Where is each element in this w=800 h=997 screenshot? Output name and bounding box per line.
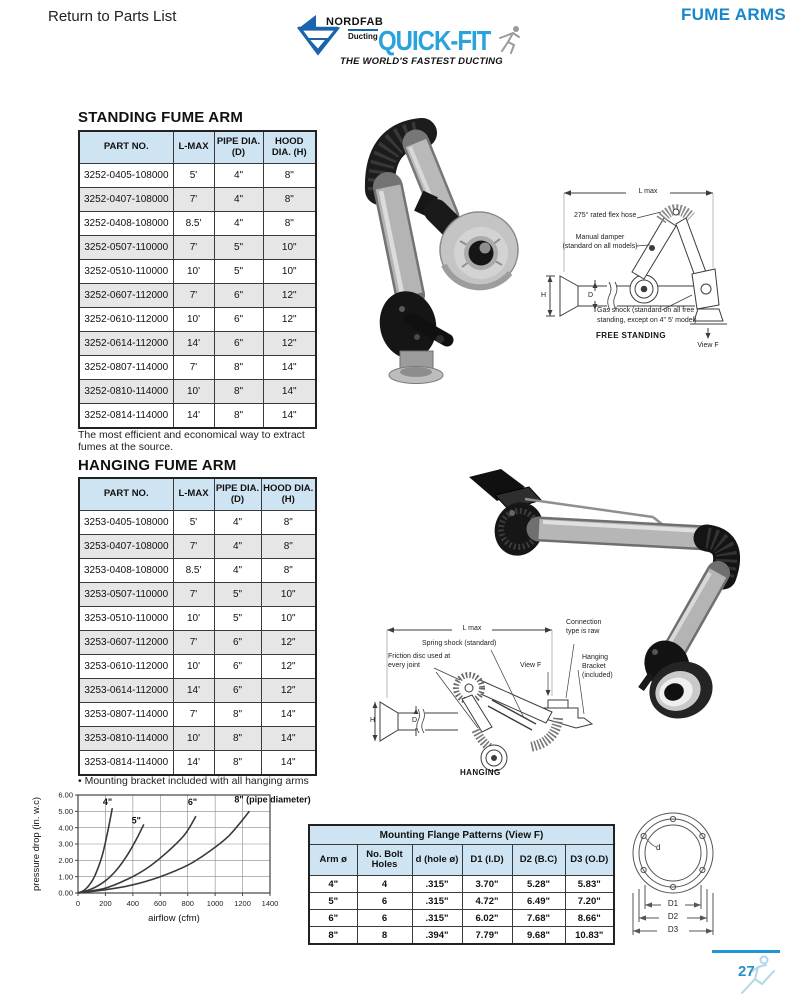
- table-cell: 8": [309, 927, 357, 945]
- damper-label: Manual damper: [575, 234, 625, 241]
- flange-diagram-lines: [630, 785, 795, 953]
- table-cell: 3252-0810-114000: [79, 380, 173, 404]
- column-header: PIPE DIA. (D): [214, 131, 263, 164]
- table-cell: 8": [263, 164, 316, 188]
- view-f-label: View F: [520, 662, 542, 669]
- table-cell: 10": [263, 236, 316, 260]
- table-cell: 3252-0407-108000: [79, 188, 173, 212]
- free-standing-caption: FREE STANDING: [596, 331, 666, 340]
- table-cell: 8.5': [173, 559, 214, 583]
- ducting-wordmark: Ducting: [348, 29, 378, 41]
- standing-section-heading: STANDING FUME ARM: [78, 109, 244, 126]
- l-max-label: L max: [626, 188, 670, 196]
- y-tick-label: 5.00: [58, 806, 73, 816]
- table-cell: 8.66": [565, 910, 614, 927]
- table-cell: 5': [173, 511, 214, 535]
- table-cell: 3253-0807-114000: [79, 703, 173, 727]
- logo-tagline: THE WORLD'S FASTEST DUCTING: [340, 56, 503, 67]
- x-tick-label: 1200: [234, 899, 251, 908]
- table-row: [79, 703, 316, 727]
- hanging-diagram: [372, 606, 650, 791]
- table-row: [79, 631, 316, 655]
- table-cell: 14": [263, 404, 316, 429]
- table-cell: 4": [214, 559, 261, 583]
- d-hole-label: d: [656, 843, 661, 852]
- connection-label-2: type is raw: [566, 628, 600, 635]
- table-cell: 7': [173, 284, 214, 308]
- y-tick-label: 6.00: [58, 790, 73, 800]
- standing-caption: The most efficient and economical way to extract fumes at the source.: [78, 429, 305, 454]
- table-cell: 6: [357, 910, 412, 927]
- table-cell: 14": [263, 356, 316, 380]
- table-cell: 8": [214, 356, 263, 380]
- table-cell: 14': [173, 751, 214, 776]
- table-cell: 4": [214, 535, 261, 559]
- page-title: FUME ARMS: [680, 5, 786, 24]
- table-cell: 9.68": [512, 927, 565, 945]
- table-cell: 6: [357, 893, 412, 910]
- table-cell: 6": [214, 631, 261, 655]
- curve-label: 8" (pipe diameter): [234, 794, 311, 805]
- table-cell: 7': [173, 703, 214, 727]
- table-row: [79, 260, 316, 284]
- table-cell: 10": [261, 583, 316, 607]
- gas-shock-label-2: standing, except on 4" 5' model): [597, 317, 697, 324]
- table-cell: 10.83": [565, 927, 614, 945]
- table-row: [79, 679, 316, 703]
- table-cell: 7': [173, 236, 214, 260]
- table-cell: .315": [412, 910, 462, 927]
- column-header: PART NO.: [79, 131, 173, 164]
- table-cell: 4.72": [462, 893, 512, 910]
- table-row: [79, 356, 316, 380]
- table-cell: 4": [214, 511, 261, 535]
- table-cell: 4": [214, 164, 263, 188]
- table-cell: 3253-0810-114000: [79, 727, 173, 751]
- table-cell: 3252-0614-112000: [79, 332, 173, 356]
- column-header: Arm ø: [309, 845, 357, 876]
- table-cell: 5": [214, 583, 261, 607]
- table-row: [79, 284, 316, 308]
- column-header: d (hole ø): [412, 845, 462, 876]
- table-cell: 3252-0807-114000: [79, 356, 173, 380]
- flange-diagram: [630, 785, 795, 953]
- table-cell: 8": [261, 559, 316, 583]
- table-cell: 5": [214, 260, 263, 284]
- d1-label: D1: [667, 899, 679, 908]
- curve-label: 5": [131, 815, 141, 826]
- table-cell: 4: [357, 876, 412, 893]
- h-dim-label: H: [541, 292, 547, 299]
- table-row: [79, 332, 316, 356]
- table-cell: 3253-0408-108000: [79, 559, 173, 583]
- table-cell: 6": [309, 910, 357, 927]
- table-cell: 3253-0407-108000: [79, 535, 173, 559]
- table-cell: 5": [214, 607, 261, 631]
- x-tick-label: 1000: [206, 899, 224, 908]
- table-row: [309, 910, 614, 927]
- hanging-bracket-label: Hanging: [582, 654, 609, 661]
- table-row: [79, 404, 316, 429]
- table-cell: 5": [214, 236, 263, 260]
- table-cell: 10": [263, 260, 316, 284]
- brand-logo: [296, 10, 526, 72]
- table-row: [309, 893, 614, 910]
- table-cell: 14': [173, 404, 214, 429]
- table-cell: 8": [263, 188, 316, 212]
- column-header: HOOD DIA. (H): [263, 131, 316, 164]
- y-axis-label: pressure drop (in. w.c): [31, 797, 42, 891]
- hanging-section-heading: HANGING FUME ARM: [78, 457, 237, 474]
- table-cell: 7.79": [462, 927, 512, 945]
- table-row: [79, 164, 316, 188]
- quickfit-wordmark: QUICK-FIT: [378, 26, 491, 58]
- table-cell: 3253-0405-108000: [79, 511, 173, 535]
- h-dim-label: H: [370, 717, 376, 724]
- table-cell: 3253-0510-110000: [79, 607, 173, 631]
- table-row: [79, 655, 316, 679]
- table-cell: 4": [214, 212, 263, 236]
- table-row: [79, 308, 316, 332]
- table-cell: 5.83": [565, 876, 614, 893]
- table-cell: 3253-0507-110000: [79, 583, 173, 607]
- table-cell: 10": [261, 607, 316, 631]
- running-man-icon: [496, 24, 526, 56]
- standing-fume-arm-photo: [350, 95, 550, 425]
- hanging-bracket-label-2: Bracket: [582, 663, 606, 670]
- table-cell: 3252-0610-112000: [79, 308, 173, 332]
- hanging-fume-arm-table: [78, 477, 317, 776]
- table-cell: 10': [173, 380, 214, 404]
- table-row: [79, 212, 316, 236]
- flange-table-title: Mounting Flange Patterns (View F): [309, 825, 614, 845]
- damper-label-2: (standard on all models): [562, 243, 638, 250]
- table-cell: 6": [214, 655, 261, 679]
- y-tick-label: 2.00: [58, 855, 73, 865]
- return-to-parts-list-link[interactable]: Return to Parts List: [48, 8, 177, 25]
- page-number: 27: [738, 963, 755, 980]
- table-row: [79, 188, 316, 212]
- column-header: D2 (B.C): [512, 845, 565, 876]
- table-cell: 6.02": [462, 910, 512, 927]
- table-cell: 10': [173, 607, 214, 631]
- table-cell: 3252-0408-108000: [79, 212, 173, 236]
- table-cell: 6": [214, 284, 263, 308]
- footer-running-man-icon: [722, 953, 788, 997]
- table-cell: 4": [309, 876, 357, 893]
- chart-curve: [78, 824, 144, 893]
- table-cell: 7': [173, 631, 214, 655]
- table-cell: 7': [173, 356, 214, 380]
- view-f-label: View F: [697, 342, 719, 349]
- table-cell: 10': [173, 260, 214, 284]
- table-cell: 12": [263, 284, 316, 308]
- hanging-diagram-lines: [372, 606, 650, 791]
- table-cell: 4": [214, 188, 263, 212]
- table-cell: 10': [173, 308, 214, 332]
- table-cell: 3.70": [462, 876, 512, 893]
- table-cell: 14": [263, 380, 316, 404]
- table-cell: 6": [214, 332, 263, 356]
- connection-label: Connection: [566, 619, 602, 626]
- table-cell: 7.68": [512, 910, 565, 927]
- x-axis-label: airflow (cfm): [148, 913, 200, 924]
- table-cell: 8": [214, 727, 261, 751]
- x-tick-label: 1400: [261, 899, 279, 908]
- table-cell: 14": [261, 727, 316, 751]
- table-header: [79, 478, 316, 511]
- column-header: L-MAX: [173, 131, 214, 164]
- y-tick-label: 4.00: [58, 823, 73, 833]
- table-cell: .315": [412, 876, 462, 893]
- table-cell: 5': [173, 164, 214, 188]
- table-cell: 12": [263, 332, 316, 356]
- y-tick-label: 0.00: [58, 888, 73, 898]
- hanging-caption: HANGING: [460, 768, 501, 777]
- column-header: PIPE DIA. (D): [214, 478, 261, 511]
- x-tick-label: 400: [126, 899, 140, 908]
- table-header: [79, 131, 316, 164]
- table-cell: 8.5': [173, 212, 214, 236]
- table-cell: 8": [214, 751, 261, 776]
- table-cell: 8: [357, 927, 412, 945]
- table-cell: 3252-0405-108000: [79, 164, 173, 188]
- table-row: [79, 535, 316, 559]
- table-row: [79, 607, 316, 631]
- curve-label: 6": [187, 796, 198, 807]
- column-header: D1 (I.D): [462, 845, 512, 876]
- table-cell: 6": [214, 308, 263, 332]
- table-cell: 3253-0614-112000: [79, 679, 173, 703]
- hanging-note: • Mounting bracket included with all hanging arms: [78, 775, 309, 787]
- d3-label: D3: [667, 925, 679, 934]
- table-cell: 3253-0610-112000: [79, 655, 173, 679]
- free-standing-diagram: [540, 158, 798, 363]
- column-header: HOOD DIA. (H): [261, 478, 316, 511]
- table-cell: 8": [263, 212, 316, 236]
- table-cell: 12": [261, 679, 316, 703]
- table-cell: 10': [173, 727, 214, 751]
- x-tick-label: 0: [75, 899, 81, 908]
- y-tick-label: 3.00: [58, 839, 73, 849]
- table-cell: 5": [309, 893, 357, 910]
- table-cell: 3252-0510-110000: [79, 260, 173, 284]
- spring-shock-label: Spring shock (standard): [422, 640, 497, 647]
- table-row: [79, 511, 316, 535]
- curve-label: 4": [102, 796, 113, 807]
- column-header: D3 (O.D): [565, 845, 614, 876]
- x-tick-label: 600: [154, 899, 167, 908]
- table-cell: .394": [412, 927, 462, 945]
- table-cell: 12": [261, 631, 316, 655]
- table-cell: 8": [261, 535, 316, 559]
- table-cell: 7.20": [565, 893, 614, 910]
- table-row: [79, 751, 316, 776]
- table-cell: 7': [173, 535, 214, 559]
- column-header: No. Bolt Holes: [357, 845, 412, 876]
- standing-fume-arm-table: [78, 130, 317, 429]
- table-cell: 8": [214, 380, 263, 404]
- table-row: [79, 583, 316, 607]
- table-cell: 3252-0814-114000: [79, 404, 173, 429]
- table-row: [79, 236, 316, 260]
- gas-shock-label: Gas shock (standard on all free: [597, 307, 695, 314]
- table-header: [309, 825, 614, 876]
- table-cell: 6.49": [512, 893, 565, 910]
- table-cell: 3253-0814-114000: [79, 751, 173, 776]
- column-header: PART NO.: [79, 478, 173, 511]
- table-row: [309, 927, 614, 945]
- d-dim-label: D: [588, 292, 594, 299]
- table-cell: 5.28": [512, 876, 565, 893]
- table-cell: 12": [261, 655, 316, 679]
- nordfab-wordmark: NORDFAB: [326, 16, 384, 28]
- x-tick-label: 200: [99, 899, 112, 908]
- d2-label: D2: [667, 912, 679, 921]
- table-row: [79, 727, 316, 751]
- table-row: [309, 876, 614, 893]
- table-cell: 7': [173, 583, 214, 607]
- friction-disc-label-2: every joint: [388, 662, 420, 669]
- table-cell: 3253-0607-112000: [79, 631, 173, 655]
- column-header: L-MAX: [173, 478, 214, 511]
- hanging-bracket-label-3: (included): [582, 672, 613, 679]
- table-cell: 6": [214, 679, 261, 703]
- table-cell: 14': [173, 332, 214, 356]
- table-cell: 14": [261, 703, 316, 727]
- table-cell: 10': [173, 655, 214, 679]
- table-row: [79, 559, 316, 583]
- table-cell: 8": [214, 703, 261, 727]
- table-cell: 3252-0507-110000: [79, 236, 173, 260]
- table-cell: 14': [173, 679, 214, 703]
- table-cell: 14": [261, 751, 316, 776]
- d-dim-label: D: [412, 717, 418, 724]
- table-cell: 3252-0607-112000: [79, 284, 173, 308]
- table-row: [79, 380, 316, 404]
- mounting-flange-table: [308, 824, 615, 945]
- flex-hose-label: 275° rated flex hose: [574, 212, 637, 219]
- table-cell: 8": [214, 404, 263, 429]
- friction-disc-label: Friction disc used at: [388, 653, 451, 660]
- y-tick-label: 1.00: [58, 872, 73, 882]
- table-cell: 7': [173, 188, 214, 212]
- l-max-label: L max: [452, 625, 492, 633]
- table-cell: 12": [263, 308, 316, 332]
- table-cell: 8": [261, 511, 316, 535]
- table-cell: .315": [412, 893, 462, 910]
- x-tick-label: 800: [181, 899, 194, 908]
